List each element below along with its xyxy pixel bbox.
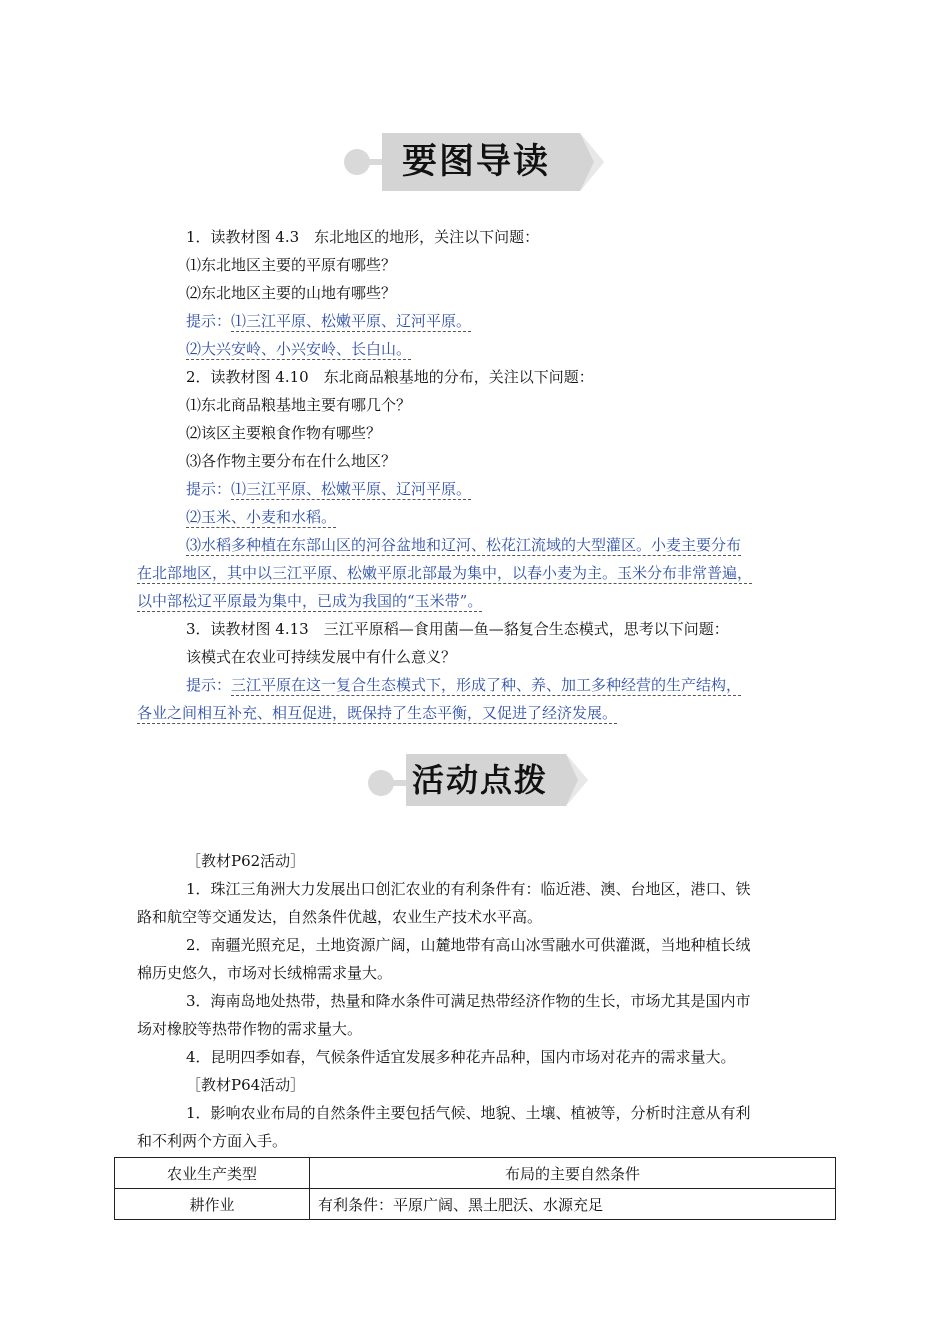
- textbook-reference-2: ［教材P64活动］: [186, 1076, 306, 1094]
- paragraph-5: 1．影响农业布局的自然条件主要包括气候、地貌、土壤、植被等，分析时注意从有利: [186, 1104, 751, 1122]
- table-cell: 耕作业: [115, 1189, 310, 1220]
- section-banner-1: [344, 133, 606, 191]
- table-header-cell: 布局的主要自然条件: [310, 1158, 836, 1189]
- paragraph-1: 1．珠江三角洲大力发展出口创汇农业的有利条件有：临近港、澳、台地区，港口、铁: [186, 880, 751, 898]
- section-title: 活动点拨: [412, 761, 549, 799]
- question-2-answer-3-end: [137, 590, 482, 612]
- hint-label: 提示：: [186, 312, 232, 330]
- conditions-table: [114, 1157, 836, 1220]
- answer-text: 三江平原在这一复合生态模式下，形成了种、养、加工多种经营的生产结构，: [231, 676, 742, 694]
- answer-text: ⑶水稻多种植在东部山区的河谷盆地和辽河、松花江流域的大型灌区。小麦主要分布: [186, 536, 742, 554]
- question-3-stem: 3．读教材图 4.13 三江平原稻—食用菌—鱼—貉复合生态模式，思考以下问题：: [186, 620, 729, 638]
- question-3-hint: [186, 674, 741, 696]
- table-cell: 有利条件：平原广阔、黑土肥沃、水源充足: [310, 1189, 836, 1220]
- paragraph-3: 3．海南岛地处热带，热量和降水条件可满足热带经济作物的生长，市场尤其是国内市: [186, 992, 751, 1010]
- question-3-sub-1: 该模式在农业可持续发展中有什么意义？: [186, 648, 457, 666]
- answer-text: ⑴三江平原、松嫩平原、辽河平原。: [231, 480, 472, 498]
- hint-label: 提示：: [186, 480, 232, 498]
- textbook-reference-1: ［教材P62活动］: [186, 852, 306, 870]
- paragraph-3-cont: 场对橡胶等热带作物的需求量大。: [137, 1020, 363, 1038]
- paragraph-2: 2．南疆光照充足，土地资源广阔，山麓地带有高山冰雪融水可供灌溉，当地种植长绒: [186, 936, 751, 954]
- paragraph-5-cont: 和不利两个方面入手。: [137, 1132, 288, 1150]
- section-title: 要图导读: [402, 142, 551, 182]
- question-2-answer-3: [186, 534, 741, 556]
- paragraph-1-cont: 路和航空等交通发达，自然条件优越，农业生产技术水平高。: [137, 908, 543, 926]
- table-header-row: [115, 1158, 836, 1189]
- question-2-sub-2: ⑵该区主要粮食作物有哪些？: [186, 424, 382, 442]
- question-1-sub-2: ⑵东北地区主要的山地有哪些？: [186, 284, 397, 302]
- question-2-sub-3: ⑶各作物主要分布在什么地区？: [186, 452, 397, 470]
- answer-text: 在北部地区，其中以三江平原、松嫩平原北部最为集中，以春小麦为主。玉米分布非常普遍，: [137, 564, 753, 582]
- table-row: [115, 1189, 836, 1220]
- answer-text: ⑵大兴安岭、小兴安岭、长白山。: [186, 340, 412, 358]
- question-2-stem: 2．读教材图 4.10 东北商品粮基地的分布，关注以下问题：: [186, 368, 594, 386]
- answer-text: ⑴三江平原、松嫩平原、辽河平原。: [231, 312, 472, 330]
- section-banner-2: [368, 754, 590, 812]
- question-1-sub-1: ⑴东北地区主要的平原有哪些？: [186, 256, 397, 274]
- answer-text: 各业之间相互补充、相互促进，既保持了生态平衡，又促进了经济发展。: [137, 704, 618, 722]
- question-1-stem: 1．读教材图 4.3 东北地区的地形，关注以下问题：: [186, 228, 540, 246]
- question-2-hint: [186, 478, 471, 500]
- paragraph-2-cont: 棉历史悠久，市场对长绒棉需求量大。: [137, 964, 393, 982]
- paragraph-4: 4．昆明四季如春，气候条件适宜发展多种花卉品种，国内市场对花卉的需求量大。: [186, 1048, 736, 1066]
- question-2-sub-1: ⑴东北商品粮基地主要有哪几个？: [186, 396, 412, 414]
- question-2-answer-2: [186, 506, 336, 528]
- question-2-answer-3-cont: [137, 562, 752, 584]
- question-1-answer-2: [186, 338, 411, 360]
- answer-text: 以中部松辽平原最为集中，已成为我国的“玉米带”。: [137, 592, 483, 610]
- answer-text: ⑵玉米、小麦和水稻。: [186, 508, 337, 526]
- hint-label: 提示：: [186, 676, 232, 694]
- question-1-hint: [186, 310, 471, 332]
- question-3-answer-cont: [137, 702, 617, 724]
- table-header-cell: 农业生产类型: [115, 1158, 310, 1189]
